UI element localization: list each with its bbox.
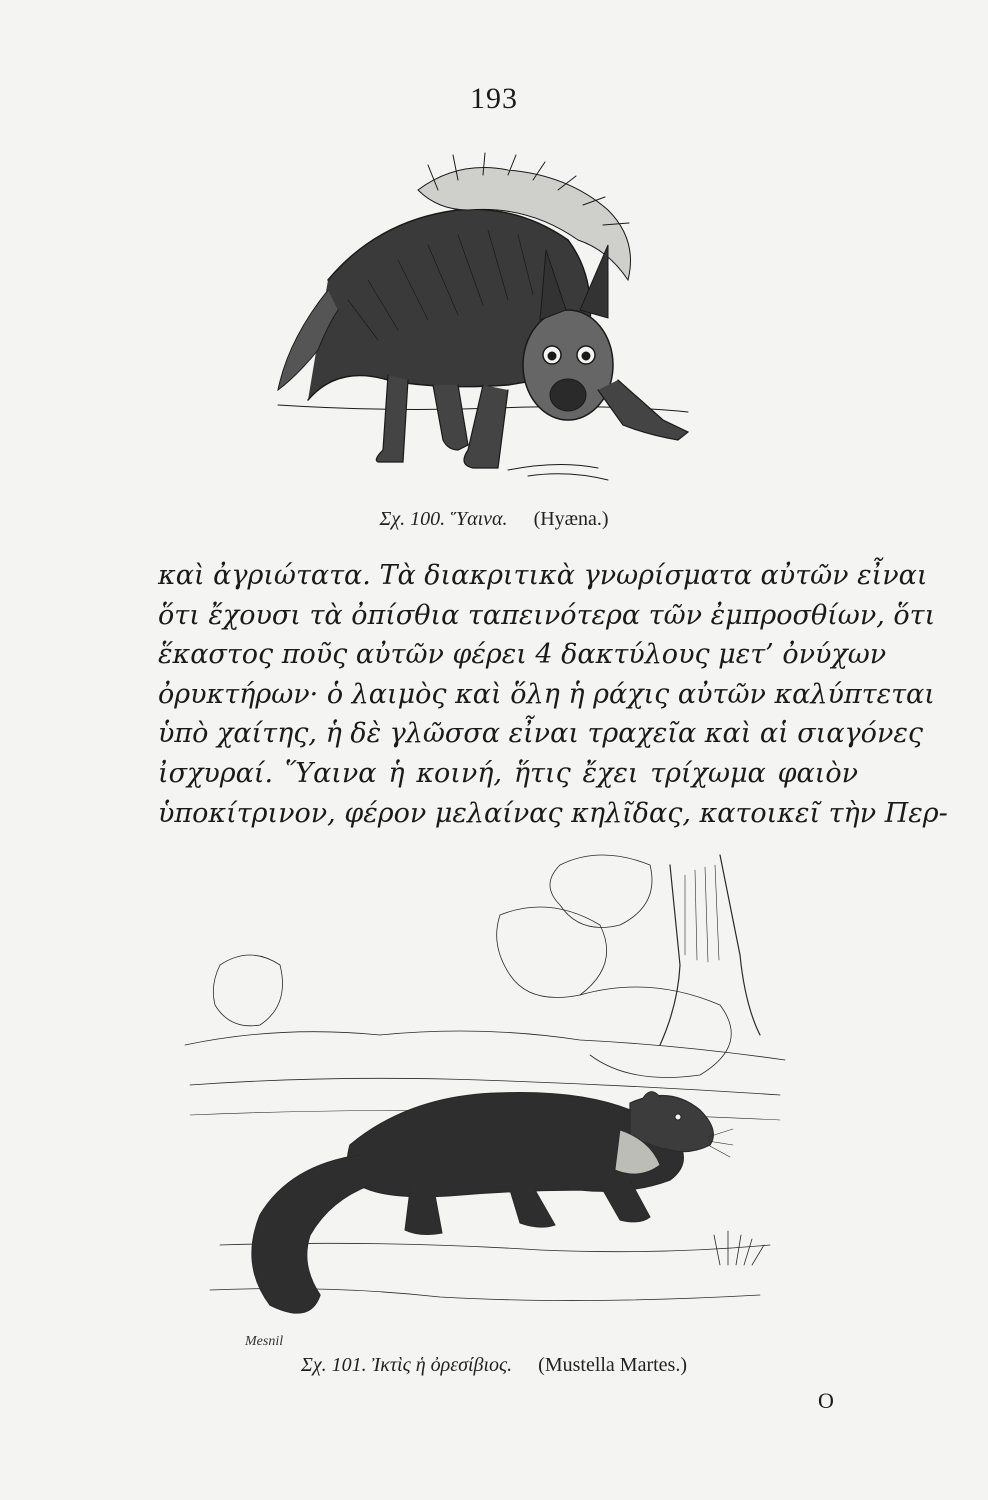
text-line: ὀρυκτήρων· ὁ λαιμὸς καὶ ὅλη ἡ ράχις αὐτῶν καλύπτεται bbox=[158, 678, 935, 710]
marten-engraving-icon bbox=[180, 845, 790, 1350]
text-line: ὑπὸ χαίτης, ἡ δὲ γλῶσσα εἶναι τραχεῖα καὶ αἱ σιαγόνες bbox=[158, 718, 923, 750]
figure-label: Σχ. 101. Ἰκτὶς ἡ ὀρεσίβιος. bbox=[300, 1354, 513, 1376]
text-line: ἰσχυραί. Ὕαινα ἡ κοινή, ἥτις ἔχει τρίχωμα φαιὸν bbox=[158, 757, 858, 789]
figure-caption-marten bbox=[0, 1354, 988, 1377]
text-line: καὶ ἀγριώτατα. Τὰ διακριτικὰ γνωρίσματα αὐτῶν εἶναι bbox=[158, 560, 928, 591]
page-number: 193 bbox=[470, 82, 518, 115]
figure-latin-name: (Mustella Martes.) bbox=[538, 1354, 688, 1376]
signature-mark: O bbox=[818, 1388, 834, 1413]
figure-caption-hyena bbox=[0, 508, 988, 531]
text-line: ἕκαστος ποῦς αὐτῶν φέρει 4 δακτύλους μετ’ ὀνύχων bbox=[158, 639, 887, 671]
artist-signature: Mesnil bbox=[245, 1334, 284, 1349]
body-paragraph bbox=[158, 556, 948, 833]
text-line: ὑποκίτρινον, φέρον μελαίνας κηλῖδας, κατοικεῖ τὴν Περ- bbox=[158, 797, 948, 829]
figure-label: Σχ. 100. Ὕαινα. bbox=[379, 508, 508, 530]
hyena-engraving-icon bbox=[268, 150, 698, 500]
text-line: ὅτι ἔχουσι τὰ ὀπίσθια ταπεινότερα τῶν ἐμπροσθίων, ὅτι bbox=[158, 599, 936, 631]
figure-latin-name: (Hyæna.) bbox=[533, 508, 609, 530]
